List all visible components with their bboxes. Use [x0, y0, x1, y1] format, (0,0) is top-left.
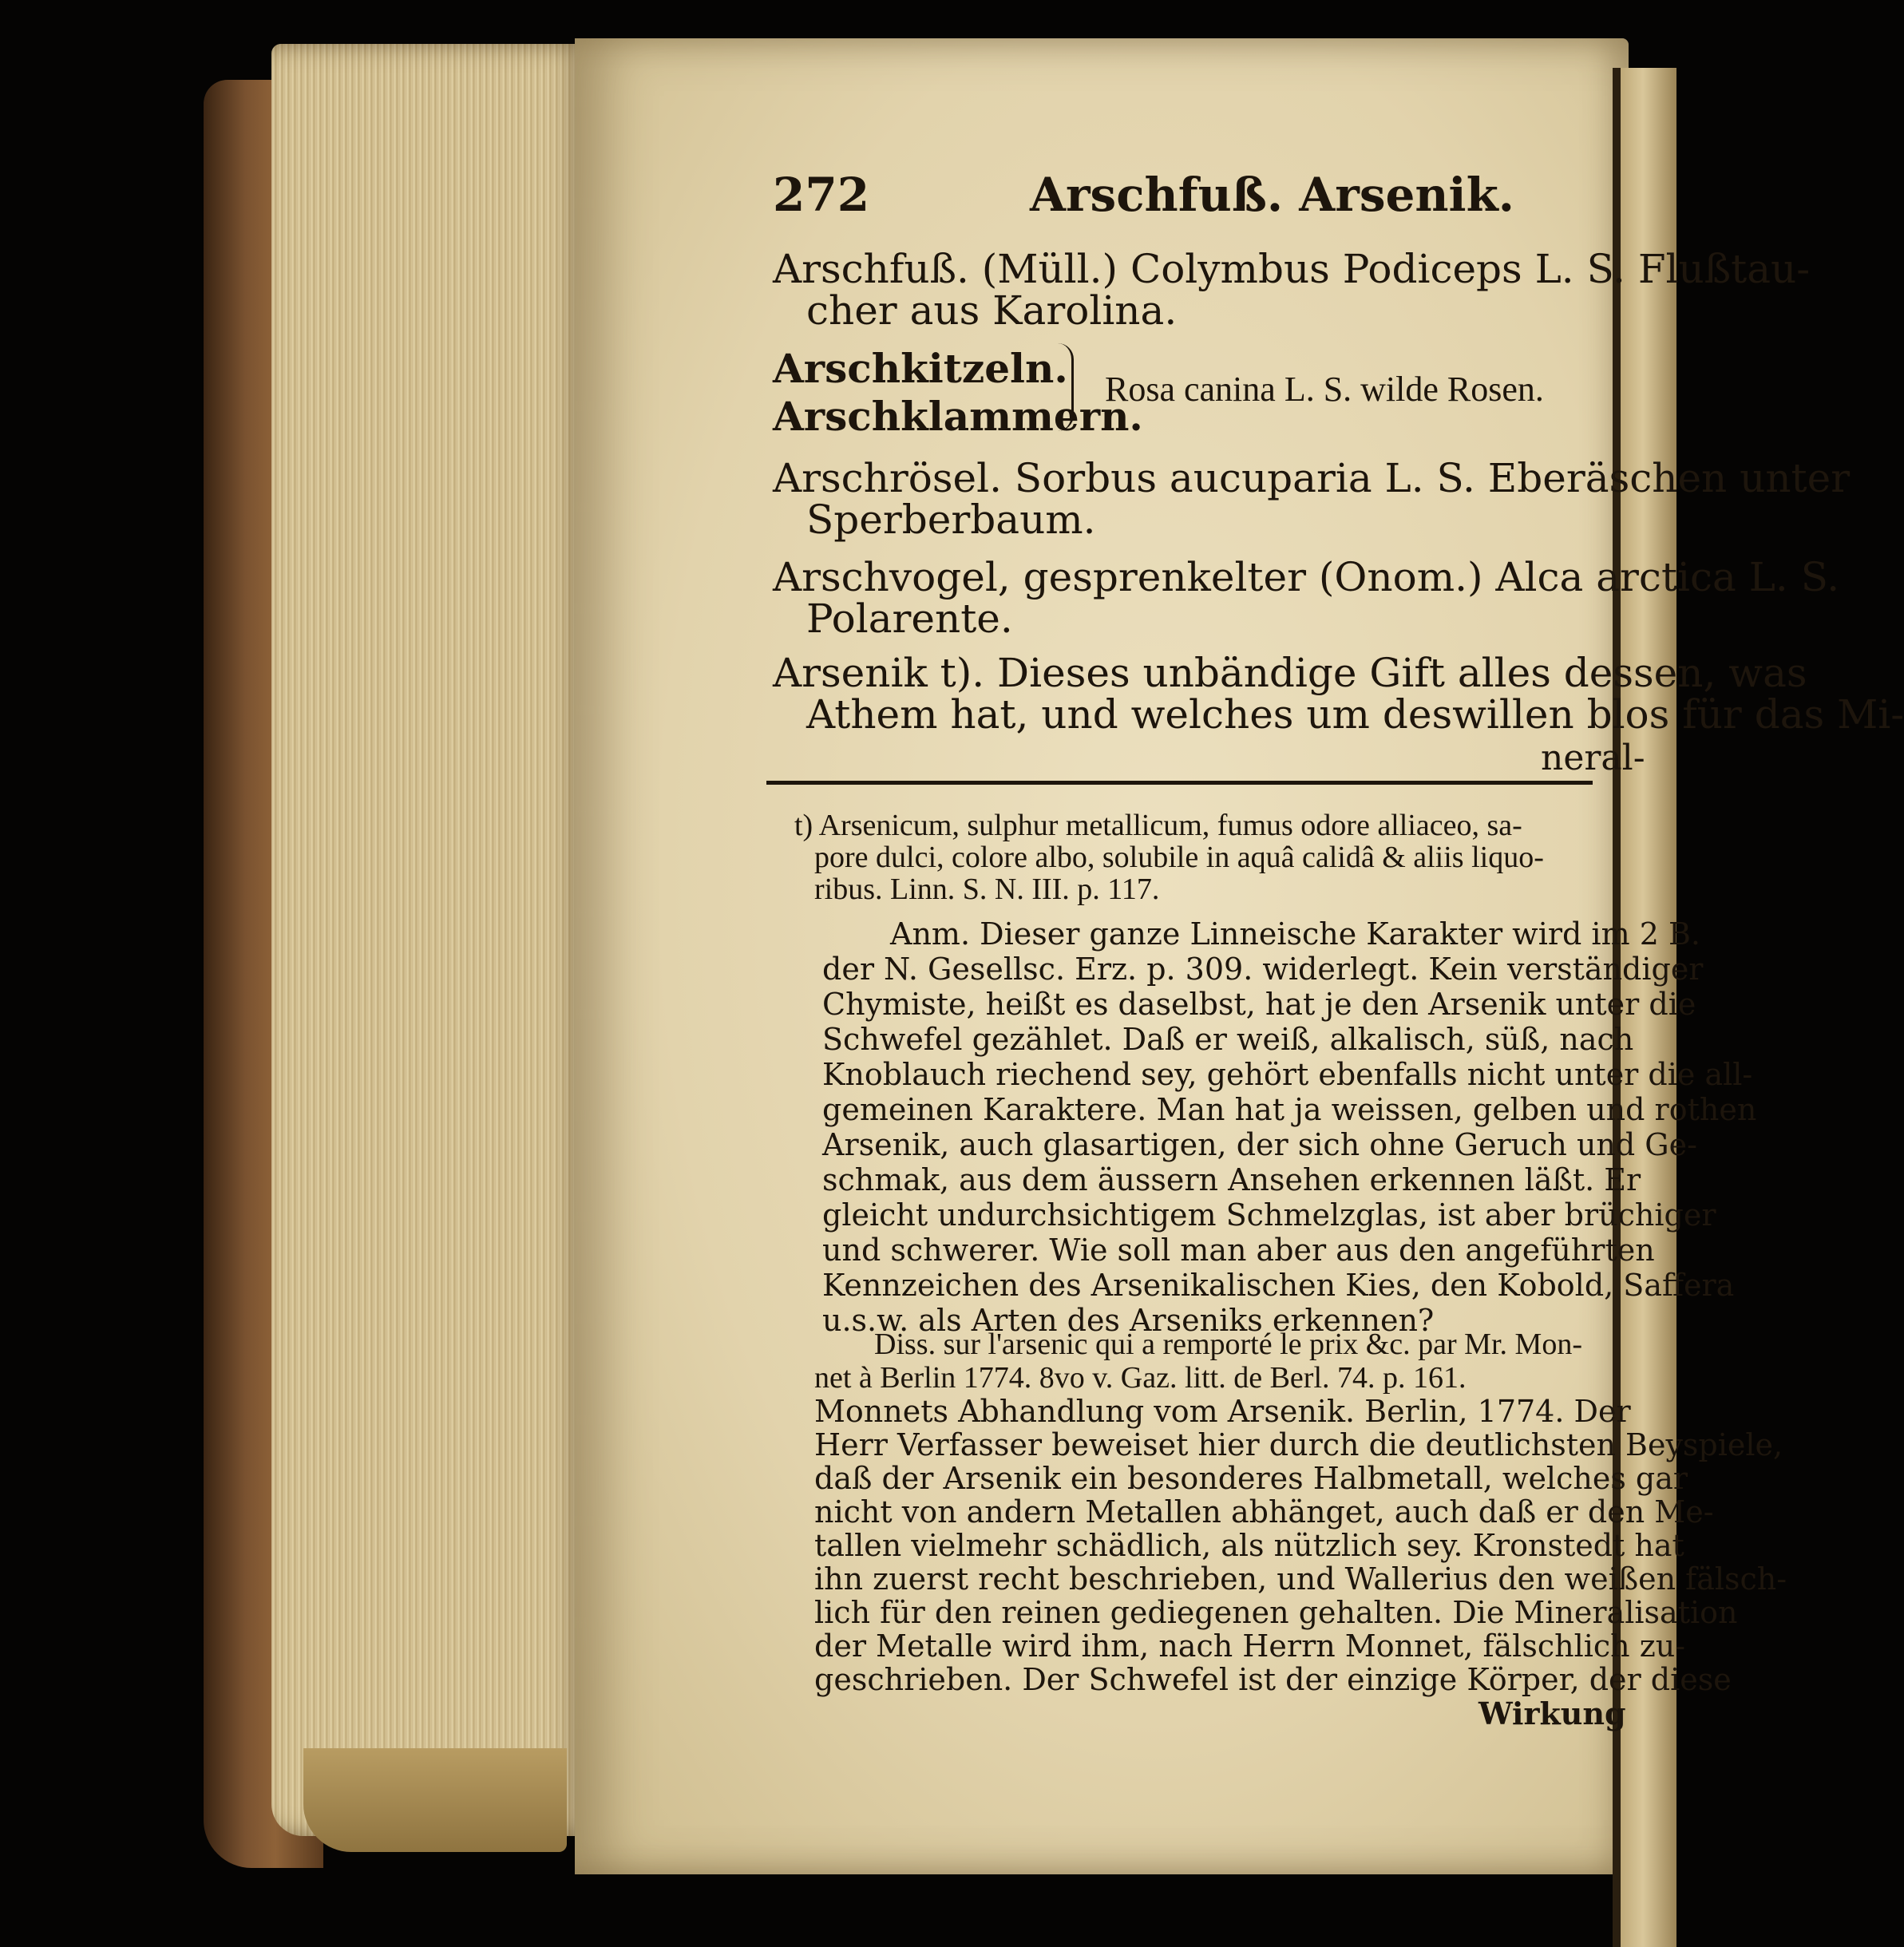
dissertation-line-6: nicht von andern Metallen abhänget, auch daß er den Me-	[814, 1494, 1714, 1530]
annotation-line-6: gemeinen Karaktere. Man hat ja weissen, gelben und rothen	[822, 1092, 1757, 1127]
entry-arschfuss-line-1: Arschfuß. (Müll.) Colymbus Podiceps L. S. Flußtau-	[773, 246, 1811, 292]
entry-arsenik-line-2: Athem hat, und welches um deswillen blos für das Mi-	[806, 691, 1904, 738]
dissertation-line-1: Diss. sur l'arsenic qui a remporté le prix &c. par Mr. Mon-	[874, 1328, 1582, 1361]
annotation-line-5: Knoblauch riechend sey, gehört ebenfalls nicht unter die all-	[822, 1057, 1753, 1092]
annotation-line-7: Arsenik, auch glasartigen, der sich ohne Geruch und Ge-	[822, 1127, 1697, 1162]
annotation-line-3: Chymiste, heißt es daselbst, hat je den Arsenik unter die	[822, 987, 1696, 1022]
catchword: Wirkung	[1478, 1696, 1626, 1731]
dissertation-line-8: ihn zuerst recht beschrieben, und Wallerius den weißen fälsch-	[814, 1561, 1787, 1597]
running-title: Arschfuß. Arsenik.	[1030, 168, 1514, 222]
entry-arschvogel-line-2: Polarente.	[806, 596, 1013, 642]
page-edge-stack	[271, 44, 591, 1836]
dissertation-line-11: geschrieben. Der Schwefel ist der einzige Körper, der diese	[814, 1662, 1732, 1697]
annotation-line-10: und schwerer. Wie soll man aber aus den angeführten	[822, 1233, 1655, 1268]
annotation-line-9: gleicht undurchsichtigem Schmelzglas, ist aber brüchiger	[822, 1197, 1716, 1233]
dissertation-line-7: tallen vielmehr schädlich, als nützlich sey. Kronstedt hat	[814, 1528, 1684, 1563]
dissertation-line-2: net à Berlin 1774. 8vo v. Gaz. litt. de Berl. 74. p. 161.	[814, 1361, 1467, 1395]
entry-arschkitzeln: Arschkitzeln.	[773, 345, 1068, 392]
entry-brace	[1055, 343, 1074, 431]
footnote-line-3: ribus. Linn. S. N. III. p. 117.	[814, 873, 1160, 906]
entry-arsenik-line-3: neral-	[1541, 738, 1645, 778]
annotation-line-11: Kennzeichen des Arsenikalischen Kies, den Kobold, Saffera	[822, 1268, 1735, 1303]
page-stack-bottom	[303, 1748, 567, 1852]
entry-brace-definition: Rosa canina L. S. wilde Rosen.	[1105, 370, 1544, 409]
page-number: 272	[773, 168, 870, 222]
footnote-line-2: pore dulci, colore albo, solubile in aquâ calidâ & aliis liquo-	[814, 841, 1544, 874]
dissertation-line-10: der Metalle wird ihm, nach Herrn Monnet, fälschlich zu-	[814, 1628, 1686, 1664]
dissertation-line-3: Monnets Abhandlung vom Arsenik. Berlin, 1774. Der	[814, 1394, 1631, 1429]
annotation-line-4: Schwefel gezählet. Daß er weiß, alkalisch, süß, nach	[822, 1022, 1634, 1057]
dissertation-line-9: lich für den reinen gediegenen gehalten. Die Mineralisation	[814, 1595, 1738, 1630]
entry-arschklammern: Arschklammern.	[773, 393, 1143, 440]
entry-arschvogel-line-1: Arschvogel, gesprenkelter (Onom.) Alca arctica L. S.	[773, 554, 1840, 600]
annotation-line-2: der N. Gesellsc. Erz. p. 309. widerlegt. Kein verständiger	[822, 952, 1704, 987]
entry-arsenik-line-1: Arsenik t). Dieses unbändige Gift alles dessen, was	[773, 650, 1807, 696]
entry-arschfuss-line-2: cher aus Karolina.	[806, 287, 1178, 334]
annotation-line-12: u.s.w. als Arten des Arseniks erkennen?	[822, 1303, 1435, 1338]
footnote-line-1: t) Arsenicum, sulphur metallicum, fumus odore alliaceo, sa-	[794, 809, 1522, 842]
footnote-rule	[766, 781, 1593, 785]
annotation-line-1: Anm. Dieser ganze Linneische Karakter wird im 2 B.	[890, 916, 1700, 952]
dissertation-line-5: daß der Arsenik ein besonderes Halbmetall, welches gar	[814, 1461, 1688, 1496]
annotation-line-8: schmak, aus dem äussern Ansehen erkennen läßt. Er	[822, 1162, 1641, 1197]
entry-arschroesel-line-1: Arschrösel. Sorbus aucuparia L. S. Eberäschen unter	[773, 455, 1851, 501]
dissertation-line-4: Herr Verfasser beweiset hier durch die deutlichsten Beyspiele,	[814, 1427, 1783, 1462]
entry-arschroesel-line-2: Sperberbaum.	[806, 497, 1096, 543]
